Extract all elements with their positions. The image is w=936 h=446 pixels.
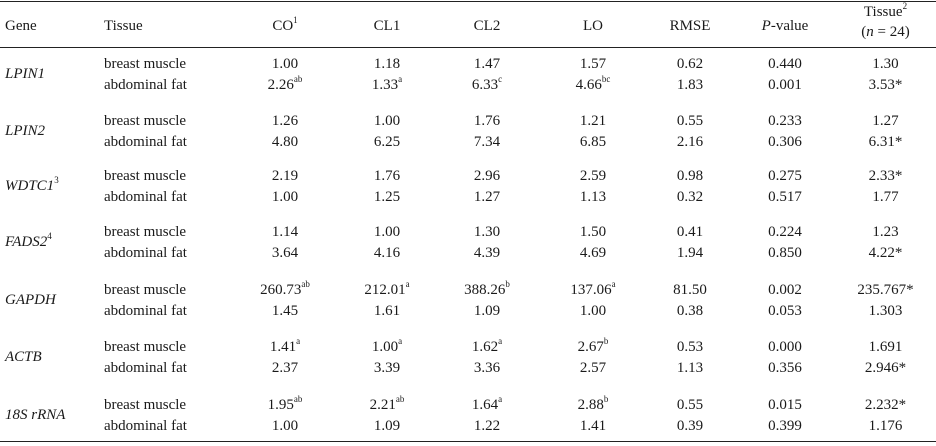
cell-cl1-value: 1.18 <box>373 56 401 72</box>
cell-tissue-contrast <box>848 168 923 185</box>
cell-co-value: 1.00 <box>271 418 299 434</box>
cell-lo <box>563 224 623 241</box>
cell-lo-value: 1.41 <box>579 418 607 434</box>
header-rmse: RMSE <box>669 18 711 34</box>
cell-tissue-contrast <box>848 303 923 320</box>
cell-tissue: breast muscle <box>104 168 187 184</box>
cell-p-value-value: 0.517 <box>768 189 802 205</box>
cell-co-value: 1.45 <box>271 303 299 319</box>
cell-p-value-value: 0.275 <box>768 168 802 184</box>
cell-rmse <box>655 339 725 356</box>
cell-tissue: abdominal fat <box>104 303 187 319</box>
cell-co <box>250 74 320 94</box>
cell-co <box>250 134 320 151</box>
significance-letter: ab <box>293 394 303 404</box>
cell-co-value: 1.00 <box>271 189 299 205</box>
cell-rmse-value: 0.32 <box>676 189 704 205</box>
cell-lo <box>563 245 623 262</box>
cell-cl2 <box>457 168 517 185</box>
header-n: (n = 24) <box>861 24 910 40</box>
cell-co-value: 1.26 <box>271 113 299 129</box>
cell-lo-value: 2.59 <box>579 168 607 184</box>
cell-p-value <box>745 113 825 130</box>
cell-rmse-value: 0.62 <box>676 56 704 72</box>
cell-co <box>250 279 320 299</box>
cell-p-value <box>745 134 825 151</box>
cell-tissue-contrast <box>848 397 923 414</box>
cell-lo-value: 137.06 <box>570 282 612 298</box>
cell-lo-value: 2.67 <box>577 339 604 355</box>
cell-co-value: 3.64 <box>271 245 299 261</box>
cell-rmse <box>655 224 725 241</box>
cell-cl2 <box>457 360 517 377</box>
cell-co <box>250 224 320 241</box>
cell-cl1 <box>357 168 417 185</box>
top-rule <box>0 1 936 2</box>
cell-lo <box>563 394 623 414</box>
cell-cl1 <box>357 189 417 206</box>
cell-p-value <box>745 303 825 320</box>
cell-cl1 <box>357 394 417 414</box>
cell-cl1 <box>357 74 417 94</box>
cell-rmse <box>655 113 725 130</box>
cell-cl2-value: 1.09 <box>473 303 501 319</box>
cell-p-value <box>745 360 825 377</box>
header-cl2: CL2 <box>473 18 501 34</box>
cell-p-value-value: 0.000 <box>768 339 802 355</box>
cell-cl2 <box>457 74 517 94</box>
cell-cl2-value: 1.64 <box>471 397 499 413</box>
cell-cl2-value: 2.96 <box>473 168 501 184</box>
cell-rmse <box>655 56 725 73</box>
gene-footnote-mark: 3 <box>54 175 59 185</box>
cell-cl1 <box>357 224 417 241</box>
header-co: $CO^1$ <box>272 15 298 34</box>
cell-lo-value: 1.57 <box>579 56 607 72</box>
cell-p-value <box>745 77 825 94</box>
cell-rmse-value: 0.38 <box>676 303 704 319</box>
gene-name-text: WDTC1 <box>5 178 55 194</box>
cell-co-value: 4.80 <box>271 134 299 150</box>
cell-co <box>250 189 320 206</box>
cell-cl2 <box>457 336 517 356</box>
cell-cl2-value: 1.47 <box>473 56 501 72</box>
cell-tissue: abdominal fat <box>104 189 187 205</box>
cell-cl1-value: 3.39 <box>373 360 401 376</box>
header-rule <box>0 47 936 48</box>
cell-co-value: 1.41 <box>269 339 297 355</box>
cell-tissue-contrast <box>848 134 923 151</box>
cell-p-value <box>745 282 825 299</box>
cell-p-value <box>745 397 825 414</box>
cell-cl2-value: 1.27 <box>473 189 501 205</box>
cell-cl2 <box>457 418 517 435</box>
cell-p-value-value: 0.306 <box>768 134 802 150</box>
gene-name <box>5 407 65 424</box>
significance-letter: c <box>498 74 503 84</box>
cell-cl2 <box>457 224 517 241</box>
cell-rmse-value: 1.94 <box>676 245 704 261</box>
significance-letter: a <box>398 336 403 346</box>
cell-tissue: breast muscle <box>104 113 187 129</box>
cell-cl2-value: 4.39 <box>473 245 501 261</box>
cell-co <box>250 418 320 435</box>
cell-tissue: abdominal fat <box>104 245 187 261</box>
cell-cl2-value: 3.36 <box>473 360 501 376</box>
cell-rmse-value: 1.13 <box>676 360 704 376</box>
cell-tissue: abdominal fat <box>104 134 187 150</box>
cell-rmse-value: 0.55 <box>676 113 704 129</box>
significance-letter: a <box>611 279 616 289</box>
cell-tissue-contrast <box>848 113 923 130</box>
header-tissue2: Tissue$^2$ <box>863 1 908 20</box>
cell-rmse <box>655 189 725 206</box>
cell-cl2-value: 1.22 <box>473 418 501 434</box>
significance-letter: b <box>603 336 609 346</box>
cell-lo <box>563 303 623 320</box>
cell-cl2-value: 1.76 <box>473 113 501 129</box>
cell-rmse <box>655 168 725 185</box>
cell-cl2 <box>457 113 517 130</box>
cell-cl1-value: 1.25 <box>373 189 401 205</box>
cell-co-value: 1.95 <box>267 397 294 413</box>
cell-cl2 <box>457 134 517 151</box>
cell-rmse-value: 1.83 <box>676 77 704 93</box>
cell-co <box>250 303 320 320</box>
cell-tissue-contrast-value: 1.30 <box>872 56 899 72</box>
significance-letter: ab <box>301 279 310 289</box>
cell-cl1 <box>357 303 417 320</box>
cell-co <box>250 360 320 377</box>
cell-rmse-value: 0.39 <box>676 418 704 434</box>
cell-p-value <box>745 224 825 241</box>
header-p-value: P-value <box>761 18 809 34</box>
cell-tissue-contrast-value: 2.33* <box>868 168 903 184</box>
significance-letter: a <box>405 279 410 289</box>
cell-p-value-value: 0.002 <box>768 282 802 298</box>
cell-cl1 <box>357 418 417 435</box>
cell-cl2-value: 1.62 <box>471 339 499 355</box>
cell-tissue: abdominal fat <box>104 360 187 376</box>
cell-tissue: breast muscle <box>104 56 187 72</box>
significance-letter: ab <box>293 74 303 84</box>
cell-tissue-contrast-value: 1.691 <box>868 339 903 355</box>
cell-p-value-value: 0.440 <box>768 56 802 72</box>
cell-lo-value: 6.85 <box>579 134 607 150</box>
cell-cl2-value: 388.26 <box>464 282 506 298</box>
cell-p-value-value: 0.233 <box>768 113 802 129</box>
cell-tissue-contrast <box>848 189 923 206</box>
cell-co-value: 2.26 <box>267 77 294 93</box>
cell-tissue-contrast <box>848 224 923 241</box>
cell-co <box>250 245 320 262</box>
significance-letter: b <box>603 394 609 404</box>
cell-co <box>250 113 320 130</box>
cell-lo <box>563 189 623 206</box>
cell-p-value <box>745 189 825 206</box>
cell-rmse-value: 0.41 <box>676 224 704 240</box>
cell-lo <box>563 74 623 94</box>
cell-cl1-value: 1.76 <box>373 168 401 184</box>
cell-tissue-contrast <box>848 77 923 94</box>
cell-p-value <box>745 245 825 262</box>
cell-lo-value: 1.21 <box>579 113 607 129</box>
cell-lo-value: 1.00 <box>579 303 607 319</box>
header-tissue: Tissue <box>104 18 143 34</box>
cell-cl2 <box>457 189 517 206</box>
cell-cl1-value: 212.01 <box>364 282 406 298</box>
cell-co-value: 260.73 <box>260 282 302 298</box>
cell-co-value: 1.14 <box>271 224 299 240</box>
cell-cl1-value: 4.16 <box>373 245 401 261</box>
cell-lo <box>563 168 623 185</box>
cell-lo <box>563 134 623 151</box>
cell-p-value <box>745 56 825 73</box>
cell-co-value: 1.00 <box>271 56 299 72</box>
cell-tissue-contrast <box>848 339 923 356</box>
cell-p-value-value: 0.850 <box>768 245 802 261</box>
cell-p-value <box>745 339 825 356</box>
cell-p-value-value: 0.001 <box>768 77 802 93</box>
bottom-rule <box>0 441 936 442</box>
cell-cl1-value: 1.00 <box>371 339 399 355</box>
cell-tissue: breast muscle <box>104 339 187 355</box>
header-gene: Gene <box>5 18 37 34</box>
cell-tissue-contrast-value: 3.53* <box>868 77 903 93</box>
cell-rmse <box>655 134 725 151</box>
cell-cl2 <box>457 303 517 320</box>
cell-lo <box>563 418 623 435</box>
cell-tissue-contrast <box>848 360 923 377</box>
cell-tissue-contrast-value: 4.22* <box>868 245 903 261</box>
cell-rmse-value: 2.16 <box>676 134 704 150</box>
cell-tissue-contrast <box>848 282 923 299</box>
cell-p-value-value: 0.224 <box>768 224 802 240</box>
cell-p-value-value: 0.053 <box>768 303 802 319</box>
cell-cl1-value: 1.61 <box>373 303 401 319</box>
cell-cl1 <box>357 360 417 377</box>
cell-p-value <box>745 168 825 185</box>
significance-letter: a <box>498 336 503 346</box>
cell-cl2-value: 1.30 <box>473 224 501 240</box>
gene-footnote-mark: 4 <box>47 231 52 241</box>
cell-tissue-contrast-value: 6.31* <box>868 134 903 150</box>
significance-letter: b <box>505 279 510 289</box>
cell-cl2 <box>457 394 517 414</box>
cell-cl1-value: 1.09 <box>373 418 401 434</box>
cell-rmse-value: 81.50 <box>673 282 707 298</box>
cell-cl1-value: 1.00 <box>373 224 401 240</box>
cell-tissue-contrast-value: 1.77 <box>872 189 899 205</box>
cell-cl2 <box>457 56 517 73</box>
gene-name-text: LPIN2 <box>5 123 46 139</box>
cell-co-value: 2.19 <box>271 168 299 184</box>
cell-tissue: abdominal fat <box>104 77 187 93</box>
header-cl1: CL1 <box>373 18 401 34</box>
cell-rmse <box>655 418 725 435</box>
cell-tissue-contrast-value: 1.303 <box>868 303 903 319</box>
header-lo: LO <box>583 18 603 34</box>
cell-co <box>250 168 320 185</box>
cell-co-value: 2.37 <box>271 360 299 376</box>
cell-lo-value: 2.88 <box>577 397 604 413</box>
gene-name <box>5 292 56 309</box>
gene-name <box>5 231 52 251</box>
cell-cl1 <box>357 56 417 73</box>
cell-cl1 <box>357 245 417 262</box>
cell-cl1 <box>357 336 417 356</box>
cell-cl1 <box>357 113 417 130</box>
cell-tissue-contrast-value: 1.27 <box>872 113 899 129</box>
significance-letter: ab <box>395 394 405 404</box>
cell-lo <box>563 56 623 73</box>
cell-cl2-value: 6.33 <box>471 77 499 93</box>
cell-tissue-contrast-value: 1.176 <box>868 418 903 434</box>
cell-lo <box>563 360 623 377</box>
cell-cl1 <box>357 279 417 299</box>
gene-name <box>5 66 45 83</box>
cell-cl1 <box>357 134 417 151</box>
cell-lo-value: 1.50 <box>579 224 607 240</box>
gene-name-text: GAPDH <box>5 292 56 308</box>
cell-tissue: breast muscle <box>104 397 187 413</box>
cell-rmse <box>655 77 725 94</box>
cell-cl2 <box>457 279 517 299</box>
significance-letter: bc <box>601 74 611 84</box>
cell-rmse-value: 0.53 <box>676 339 704 355</box>
cell-rmse-value: 0.55 <box>676 397 704 413</box>
cell-co <box>250 394 320 414</box>
cell-rmse <box>655 245 725 262</box>
cell-lo <box>563 113 623 130</box>
cell-p-value-value: 0.015 <box>768 397 802 413</box>
cell-cl1-value: 2.21 <box>369 397 396 413</box>
gene-name-text: 18S rRNA <box>5 407 66 423</box>
cell-tissue: abdominal fat <box>104 418 187 434</box>
cell-co <box>250 56 320 73</box>
cell-p-value-value: 0.399 <box>768 418 802 434</box>
gene-name-text: LPIN1 <box>5 66 46 82</box>
gene-name-text: FADS2 <box>5 234 48 250</box>
cell-tissue: breast muscle <box>104 224 187 240</box>
cell-lo-value: 2.57 <box>579 360 607 376</box>
gene-name-text: ACTB <box>5 349 42 365</box>
significance-letter: a <box>498 394 503 404</box>
cell-lo <box>563 336 623 356</box>
cell-tissue-contrast-value: 235.767* <box>857 282 914 298</box>
cell-co <box>250 336 320 356</box>
cell-rmse <box>655 303 725 320</box>
cell-tissue-contrast-value: 2.232* <box>864 397 907 413</box>
cell-tissue-contrast <box>848 56 923 73</box>
cell-tissue-contrast-value: 1.23 <box>872 224 899 240</box>
cell-cl1-value: 1.00 <box>373 113 401 129</box>
cell-rmse <box>655 360 725 377</box>
cell-rmse-value: 0.98 <box>676 168 704 184</box>
cell-tissue: breast muscle <box>104 282 187 298</box>
significance-letter: a <box>296 336 301 346</box>
cell-tissue-contrast <box>848 245 923 262</box>
cell-lo <box>563 279 623 299</box>
cell-tissue-contrast-value: 2.946* <box>864 360 907 376</box>
cell-p-value-value: 0.356 <box>768 360 802 376</box>
cell-cl2-value: 7.34 <box>473 134 501 150</box>
cell-lo-value: 4.69 <box>579 245 607 261</box>
gene-name <box>5 123 45 140</box>
cell-lo-value: 4.66 <box>575 77 602 93</box>
cell-cl1-value: 6.25 <box>373 134 401 150</box>
cell-lo-value: 1.13 <box>579 189 607 205</box>
cell-rmse <box>655 282 725 299</box>
cell-cl2 <box>457 245 517 262</box>
gene-name <box>5 175 59 195</box>
significance-letter: a <box>398 74 403 84</box>
gene-name <box>5 349 42 366</box>
cell-tissue-contrast <box>848 418 923 435</box>
cell-p-value <box>745 418 825 435</box>
cell-rmse <box>655 397 725 414</box>
cell-cl1-value: 1.33 <box>371 77 399 93</box>
